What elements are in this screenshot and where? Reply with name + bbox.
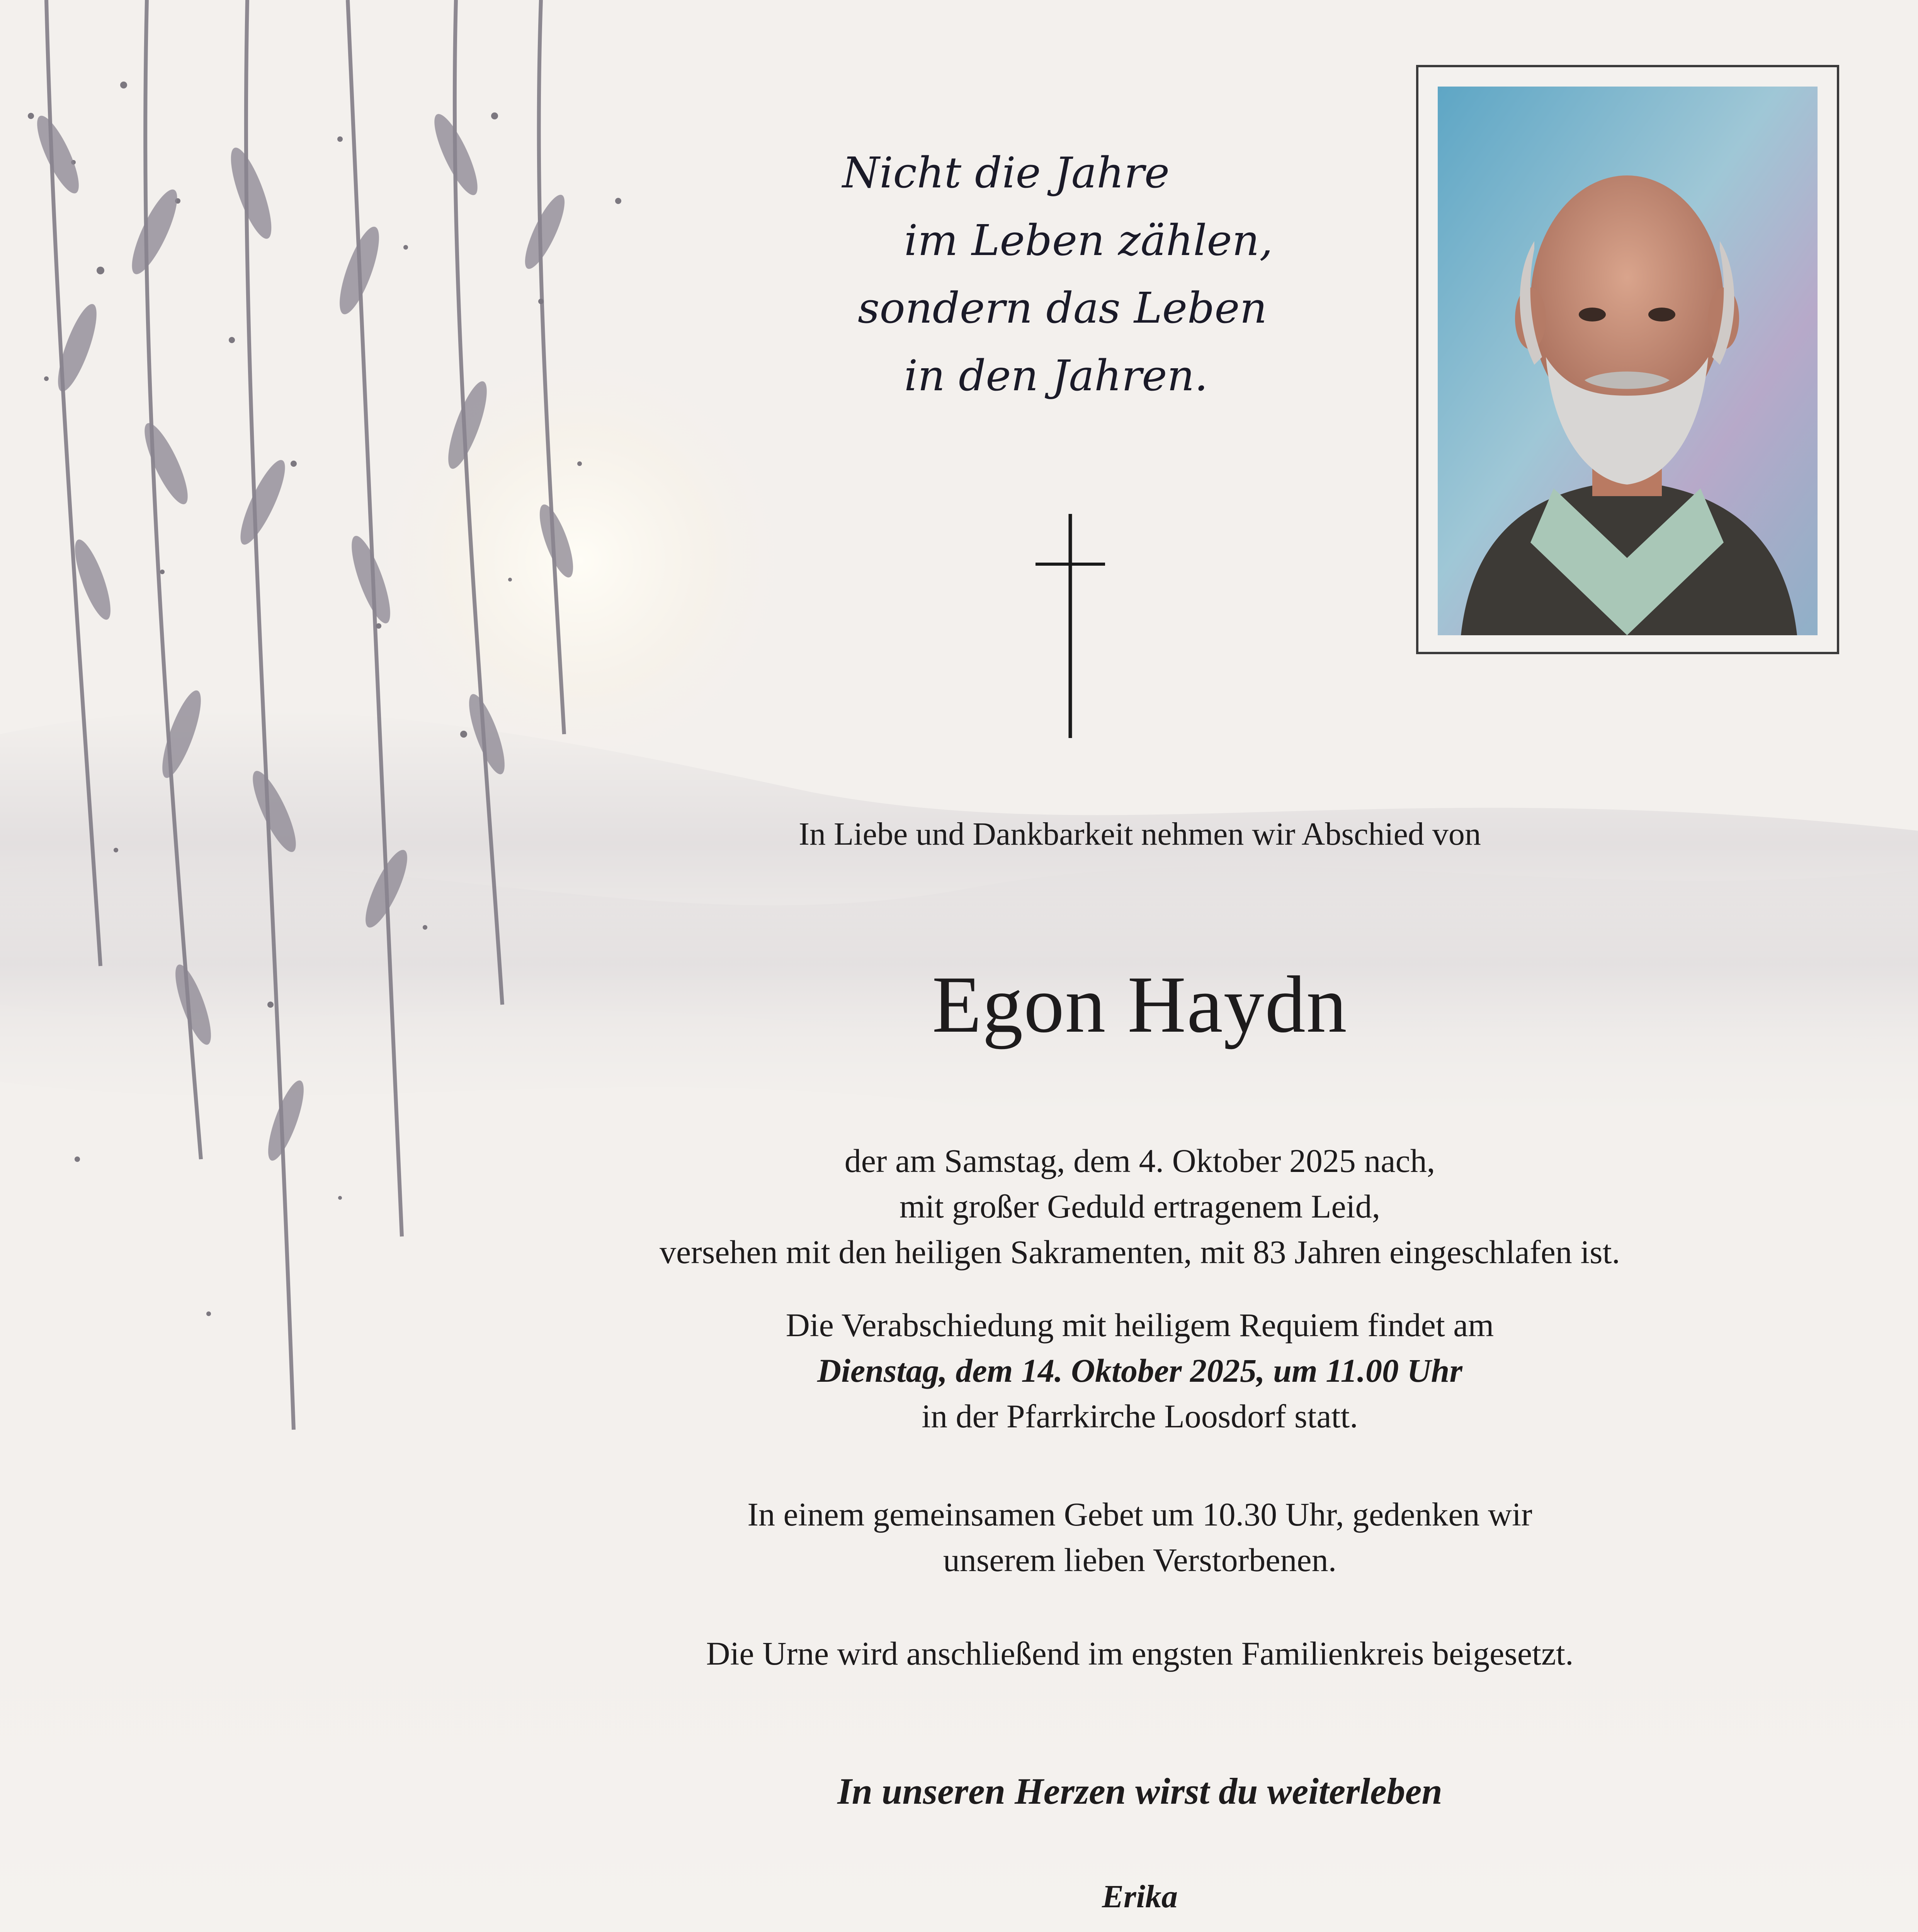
text-line: mit großer Geduld ertragenem Leid,: [899, 1188, 1381, 1225]
quote-line: in den Jahren.: [904, 351, 1208, 400]
memorial-motto: In unseren Herzen wirst du weiterleben: [837, 1770, 1442, 1812]
quote-line: sondern das Leben: [858, 283, 1267, 333]
prayer-paragraph: [502, 1492, 1777, 1583]
urn-paragraph: Die Urne wird anschließend im engsten Familienkreis beigesetzt.: [706, 1635, 1574, 1672]
text-line: der am Samstag, dem 4. Oktober 2025 nach,: [844, 1142, 1435, 1179]
requiem-paragraph: [502, 1302, 1777, 1439]
requiem-date: Dienstag, dem 14. Oktober 2025, um 11.00 Uhr: [817, 1352, 1462, 1389]
deceased-name: Egon Haydn: [932, 960, 1348, 1049]
quote-line: im Leben zählen,: [904, 216, 1273, 265]
family-line: Erika: [1102, 1879, 1178, 1915]
text-line: unserem lieben Verstorbenen.: [943, 1541, 1337, 1578]
text-line: versehen mit den heiligen Sakramenten, mit 83 Jahren eingeschlafen ist.: [659, 1233, 1620, 1270]
intro-text: In Liebe und Dankbarkeit nehmen wir Abschied von: [799, 816, 1481, 852]
text-line: In einem gemeinsamen Gebet um 10.30 Uhr, gedenken wir: [747, 1496, 1532, 1533]
death-paragraph: [502, 1138, 1777, 1275]
text-line: in der Pfarrkirche Loosdorf statt.: [922, 1398, 1358, 1435]
text-line: Die Verabschiedung mit heiligem Requiem findet am: [786, 1306, 1494, 1344]
quote-line: Nicht die Jahre: [842, 148, 1170, 197]
